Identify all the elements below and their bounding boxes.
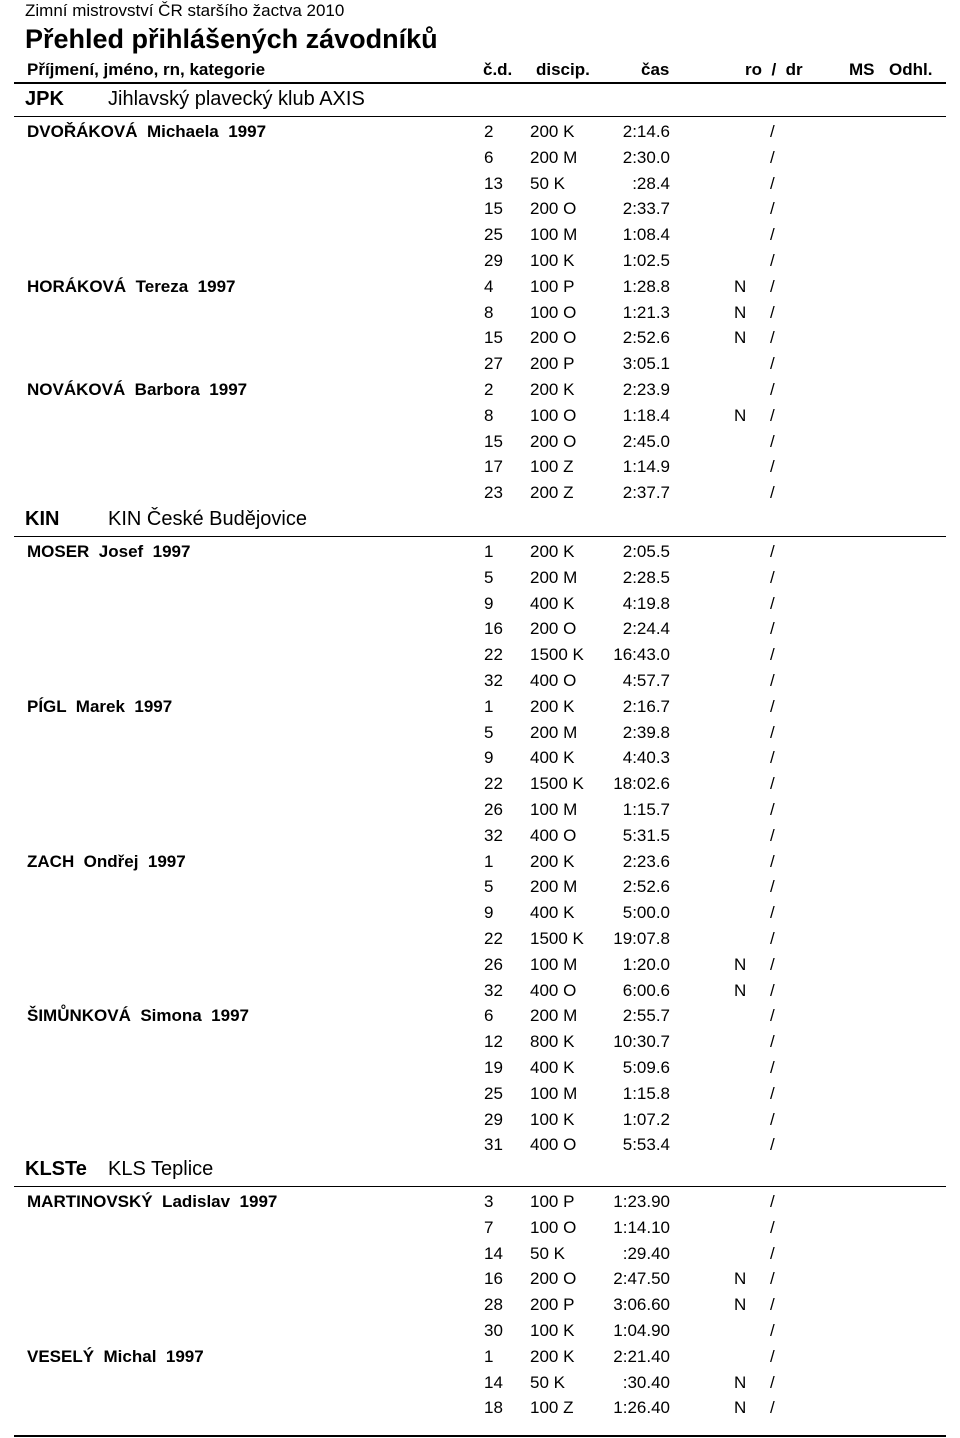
entry-time: 5:00.0 xyxy=(622,903,670,923)
entry-divider-slash: / xyxy=(770,251,775,270)
entry-event-number: 8 xyxy=(484,302,494,322)
entry-discipline: 200 O xyxy=(530,431,577,451)
entry-ro-flag: N xyxy=(734,328,747,348)
entry-divider-slash: / xyxy=(770,671,775,690)
club-divider xyxy=(14,116,946,117)
entry-time: 19:07.8 xyxy=(613,929,670,948)
entry-divider-slash: / xyxy=(770,483,775,503)
entry-event-number: 22 xyxy=(484,645,503,665)
entry-time: 4:40.3 xyxy=(622,748,670,768)
entry-time: 1:28.8 xyxy=(622,276,670,296)
entry-ro-flag: N xyxy=(734,980,747,1000)
entry-time: 3:05.1 xyxy=(622,354,670,374)
entry-event-number: 9 xyxy=(484,748,494,768)
entry-divider-slash: / xyxy=(770,173,775,193)
entry-time: :28.4 xyxy=(632,173,670,193)
entry-discipline: 400 O xyxy=(530,671,577,690)
column-header-ro-dr: ro / dr xyxy=(745,60,803,79)
entry-divider-slash: / xyxy=(770,1372,775,1392)
entry-event-number: 12 xyxy=(484,1032,503,1052)
entry-event-number: 26 xyxy=(484,954,503,974)
entry-discipline: 200 K xyxy=(530,1346,575,1366)
entry-divider-slash: / xyxy=(770,877,775,897)
entry-discipline: 100 Z xyxy=(530,1398,574,1418)
entry-event-number: 2 xyxy=(484,380,494,399)
entry-time: 1:04.90 xyxy=(613,1321,670,1340)
entry-time: 2:47.50 xyxy=(613,1269,670,1289)
entry-divider-slash: / xyxy=(770,199,775,219)
entry-time: 1:15.8 xyxy=(622,1083,670,1103)
entry-time: 2:30.0 xyxy=(622,147,670,167)
entry-event-number: 1 xyxy=(484,851,494,871)
entry-event-number: 2 xyxy=(484,122,494,141)
entry-discipline: 100 K xyxy=(530,1109,575,1129)
entry-discipline: 200 K xyxy=(530,122,575,141)
entry-ro-flag: N xyxy=(734,1269,747,1289)
entry-time: 2:24.4 xyxy=(622,619,670,639)
club-divider xyxy=(14,536,946,537)
entry-time: 4:19.8 xyxy=(622,593,670,613)
entry-time: 5:09.6 xyxy=(622,1058,670,1077)
entry-divider-slash: / xyxy=(770,1006,775,1026)
entry-discipline: 1500 K xyxy=(530,774,584,794)
entry-time: 5:53.4 xyxy=(622,1135,670,1155)
entry-event-number: 19 xyxy=(484,1058,503,1077)
entry-ro-flag: N xyxy=(734,405,747,425)
entry-discipline: 200 K xyxy=(530,696,575,716)
entry-time: 2:23.6 xyxy=(622,851,670,871)
entry-divider-slash: / xyxy=(770,1295,775,1315)
entry-discipline: 50 K xyxy=(530,173,565,193)
entry-event-number: 16 xyxy=(484,619,503,639)
entry-divider-slash: / xyxy=(770,567,775,587)
entry-divider-slash: / xyxy=(770,593,775,613)
entry-time: 18:02.6 xyxy=(613,774,670,794)
entry-discipline: 200 P xyxy=(530,354,575,374)
entry-divider-slash: / xyxy=(770,1269,775,1289)
entry-divider-slash: / xyxy=(770,1135,775,1155)
entry-time: 1:15.7 xyxy=(622,800,670,819)
entry-divider-slash: / xyxy=(770,748,775,768)
entry-divider-slash: / xyxy=(770,1109,775,1129)
entry-event-number: 29 xyxy=(484,251,503,270)
entry-time: 1:08.4 xyxy=(622,225,670,245)
entry-discipline: 200 O xyxy=(530,619,577,639)
entry-discipline: 50 K xyxy=(530,1372,565,1392)
entry-time: 1:07.2 xyxy=(622,1109,670,1129)
column-header-odhl: Odhl. xyxy=(889,60,933,79)
entry-event-number: 3 xyxy=(484,1192,494,1211)
entry-divider-slash: / xyxy=(770,542,775,561)
entry-discipline: 100 P xyxy=(530,276,575,296)
entry-event-number: 27 xyxy=(484,354,503,374)
entry-time: 16:43.0 xyxy=(613,645,670,665)
entry-divider-slash: / xyxy=(770,1032,775,1052)
entry-event-number: 30 xyxy=(484,1321,503,1340)
entry-divider-slash: / xyxy=(770,954,775,974)
report-title: Přehled přihlášených závodníků xyxy=(25,24,438,54)
entry-ro-flag: N xyxy=(734,1372,747,1392)
entry-discipline: 400 K xyxy=(530,748,575,768)
entry-discipline: 100 O xyxy=(530,1217,577,1237)
entry-divider-slash: / xyxy=(770,1217,775,1237)
entry-time: 1:02.5 xyxy=(622,251,670,270)
entry-divider-slash: / xyxy=(770,903,775,923)
entry-divider-slash: / xyxy=(770,1192,775,1211)
entry-discipline: 100 O xyxy=(530,302,577,322)
swimmer-name: PÍGL Marek 1997 xyxy=(27,696,173,716)
entry-event-number: 22 xyxy=(484,774,503,794)
entry-time: 2:05.5 xyxy=(622,542,670,561)
entry-discipline: 200 M xyxy=(530,722,578,742)
entry-time: :29.40 xyxy=(622,1243,670,1263)
entry-time: 2:16.7 xyxy=(622,696,670,716)
entry-time: 2:52.6 xyxy=(622,877,670,897)
entry-discipline: 1500 K xyxy=(530,645,584,665)
entry-time: 2:52.6 xyxy=(622,328,670,348)
entry-discipline: 200 K xyxy=(530,851,575,871)
header-divider xyxy=(14,82,946,84)
entry-divider-slash: / xyxy=(770,825,775,845)
entry-ro-flag: N xyxy=(734,1295,747,1315)
entry-ro-flag: N xyxy=(734,276,747,296)
entry-event-number: 1 xyxy=(484,542,494,561)
entry-discipline: 200 O xyxy=(530,328,577,348)
entry-discipline: 200 O xyxy=(530,199,577,219)
entry-divider-slash: / xyxy=(770,147,775,167)
entry-divider-slash: / xyxy=(770,276,775,296)
entry-discipline: 200 K xyxy=(530,542,575,561)
club-name: KLS Teplice xyxy=(108,1158,214,1180)
entry-event-number: 6 xyxy=(484,1006,494,1026)
swimmer-name: NOVÁKOVÁ Barbora 1997 xyxy=(27,380,248,399)
entry-divider-slash: / xyxy=(770,405,775,425)
entry-time: 1:14.9 xyxy=(622,457,670,477)
entry-divider-slash: / xyxy=(770,696,775,716)
swimmer-name: DVOŘÁKOVÁ Michaela 1997 xyxy=(27,122,267,141)
entry-event-number: 4 xyxy=(484,276,494,296)
entry-event-number: 15 xyxy=(484,328,503,348)
entry-event-number: 9 xyxy=(484,903,494,923)
entry-time: 2:28.5 xyxy=(622,567,670,587)
entry-divider-slash: / xyxy=(770,1058,775,1077)
club-name: Jihlavský plavecký klub AXIS xyxy=(108,88,365,110)
footer-divider xyxy=(14,1435,946,1437)
report-subtitle: Zimní mistrovství ČR staršího žactva 2010 xyxy=(25,1,345,20)
column-header-cas: čas xyxy=(641,60,670,79)
entry-divider-slash: / xyxy=(770,122,775,141)
entry-divider-slash: / xyxy=(770,1346,775,1366)
entry-event-number: 32 xyxy=(484,825,503,845)
entry-event-number: 25 xyxy=(484,225,503,245)
entry-divider-slash: / xyxy=(770,328,775,348)
entry-discipline: 400 K xyxy=(530,903,575,923)
entry-divider-slash: / xyxy=(770,1243,775,1263)
entry-divider-slash: / xyxy=(770,722,775,742)
entry-divider-slash: / xyxy=(770,354,775,374)
entry-event-number: 7 xyxy=(484,1217,494,1237)
entry-event-number: 6 xyxy=(484,147,494,167)
column-header-cd: č.d. xyxy=(483,60,513,79)
entry-discipline: 400 K xyxy=(530,1058,575,1077)
entry-event-number: 32 xyxy=(484,671,503,690)
entry-discipline: 400 O xyxy=(530,1135,577,1155)
entry-event-number: 15 xyxy=(484,199,503,219)
entry-time: 1:20.0 xyxy=(622,954,670,974)
entry-event-number: 13 xyxy=(484,173,503,193)
entry-discipline: 100 M xyxy=(530,800,578,819)
swimmer-name: MARTINOVSKÝ Ladislav 1997 xyxy=(27,1192,278,1211)
entry-time: 2:33.7 xyxy=(622,199,670,219)
entry-discipline: 100 M xyxy=(530,954,578,974)
entry-event-number: 32 xyxy=(484,980,503,1000)
entry-event-number: 5 xyxy=(484,567,494,587)
entry-event-number: 1 xyxy=(484,696,494,716)
entry-ro-flag: N xyxy=(734,954,747,974)
entry-time: 1:18.4 xyxy=(622,405,670,425)
entry-divider-slash: / xyxy=(770,457,775,477)
entry-time: 5:31.5 xyxy=(622,825,670,845)
entry-event-number: 14 xyxy=(484,1372,503,1392)
entry-divider-slash: / xyxy=(770,1083,775,1103)
entry-divider-slash: / xyxy=(770,800,775,819)
entry-time: 2:14.6 xyxy=(622,122,670,141)
entry-divider-slash: / xyxy=(770,929,775,948)
entry-event-number: 9 xyxy=(484,593,494,613)
entry-event-number: 16 xyxy=(484,1269,503,1289)
entry-event-number: 17 xyxy=(484,457,503,477)
entry-discipline: 100 K xyxy=(530,251,575,270)
entry-event-number: 29 xyxy=(484,1109,503,1129)
entry-event-number: 15 xyxy=(484,431,503,451)
club-code: KIN xyxy=(25,508,60,530)
entry-divider-slash: / xyxy=(770,619,775,639)
entry-discipline: 400 O xyxy=(530,980,577,1000)
entry-discipline: 100 O xyxy=(530,405,577,425)
entry-time: 1:26.40 xyxy=(613,1398,670,1418)
entry-event-number: 31 xyxy=(484,1135,503,1155)
entry-discipline: 100 P xyxy=(530,1192,575,1211)
entry-event-number: 5 xyxy=(484,877,494,897)
entry-time: 2:21.40 xyxy=(613,1346,670,1366)
entry-time: 6:00.6 xyxy=(622,980,670,1000)
entry-discipline: 200 M xyxy=(530,147,578,167)
entry-discipline: 50 K xyxy=(530,1243,565,1263)
column-header-name: Příjmení, jméno, rn, kategorie xyxy=(27,60,266,79)
entry-divider-slash: / xyxy=(770,980,775,1000)
entry-time: 2:55.7 xyxy=(622,1006,670,1026)
entry-event-number: 25 xyxy=(484,1083,503,1103)
club-code: JPK xyxy=(25,88,64,110)
entry-discipline: 400 O xyxy=(530,825,577,845)
swimmer-name: ŠIMŮNKOVÁ Simona 1997 xyxy=(27,1006,250,1026)
entry-time: 10:30.7 xyxy=(613,1032,670,1052)
swimmer-name: HORÁKOVÁ Tereza 1997 xyxy=(27,276,236,296)
swimmer-name: ZACH Ondřej 1997 xyxy=(27,851,186,871)
entry-divider-slash: / xyxy=(770,225,775,245)
entry-event-number: 23 xyxy=(484,483,503,503)
entry-time: 3:06.60 xyxy=(613,1295,670,1315)
entry-event-number: 14 xyxy=(484,1243,503,1263)
entry-event-number: 1 xyxy=(484,1346,494,1366)
entry-discipline: 200 M xyxy=(530,877,578,897)
entry-discipline: 200 O xyxy=(530,1269,577,1289)
entry-divider-slash: / xyxy=(770,302,775,322)
entry-ro-flag: N xyxy=(734,1398,747,1418)
entry-time: :30.40 xyxy=(622,1372,670,1392)
entry-divider-slash: / xyxy=(770,851,775,871)
club-divider xyxy=(14,1186,946,1187)
entry-discipline: 200 P xyxy=(530,1295,575,1315)
entry-event-number: 18 xyxy=(484,1398,503,1418)
entry-event-number: 8 xyxy=(484,405,494,425)
entry-event-number: 26 xyxy=(484,800,503,819)
entry-divider-slash: / xyxy=(770,431,775,451)
club-name: KIN České Budějovice xyxy=(108,508,307,530)
entry-discipline: 200 K xyxy=(530,380,575,399)
entry-discipline: 400 K xyxy=(530,593,575,613)
entry-discipline: 1500 K xyxy=(530,929,584,948)
column-header-ms: MS xyxy=(849,60,875,79)
entry-event-number: 22 xyxy=(484,929,503,948)
entry-time: 1:14.10 xyxy=(613,1217,670,1237)
entry-discipline: 200 Z xyxy=(530,483,574,503)
swimmer-name: MOSER Josef 1997 xyxy=(27,542,191,561)
entry-discipline: 800 K xyxy=(530,1032,575,1052)
entry-event-number: 28 xyxy=(484,1295,503,1315)
entry-ro-flag: N xyxy=(734,302,747,322)
entry-time: 2:23.9 xyxy=(622,380,670,399)
entry-time: 2:45.0 xyxy=(622,431,670,451)
entry-time: 1:21.3 xyxy=(622,302,670,322)
entry-discipline: 100 M xyxy=(530,225,578,245)
entry-discipline: 200 M xyxy=(530,1006,578,1026)
entry-divider-slash: / xyxy=(770,1398,775,1418)
entry-discipline: 100 K xyxy=(530,1321,575,1340)
club-code: KLSTe xyxy=(25,1158,87,1180)
swimmer-name: VESELÝ Michal 1997 xyxy=(27,1346,204,1366)
entry-divider-slash: / xyxy=(770,774,775,794)
entry-event-number: 5 xyxy=(484,722,494,742)
entry-discipline: 100 Z xyxy=(530,457,574,477)
column-header-discip: discip. xyxy=(536,60,590,79)
entry-discipline: 200 M xyxy=(530,567,578,587)
entry-divider-slash: / xyxy=(770,1321,775,1340)
entry-time: 2:39.8 xyxy=(622,722,670,742)
entry-time: 4:57.7 xyxy=(622,671,670,690)
entry-divider-slash: / xyxy=(770,645,775,665)
entry-discipline: 100 M xyxy=(530,1083,578,1103)
entry-time: 1:23.90 xyxy=(613,1192,670,1211)
entry-divider-slash: / xyxy=(770,380,775,399)
entry-time: 2:37.7 xyxy=(622,483,670,503)
